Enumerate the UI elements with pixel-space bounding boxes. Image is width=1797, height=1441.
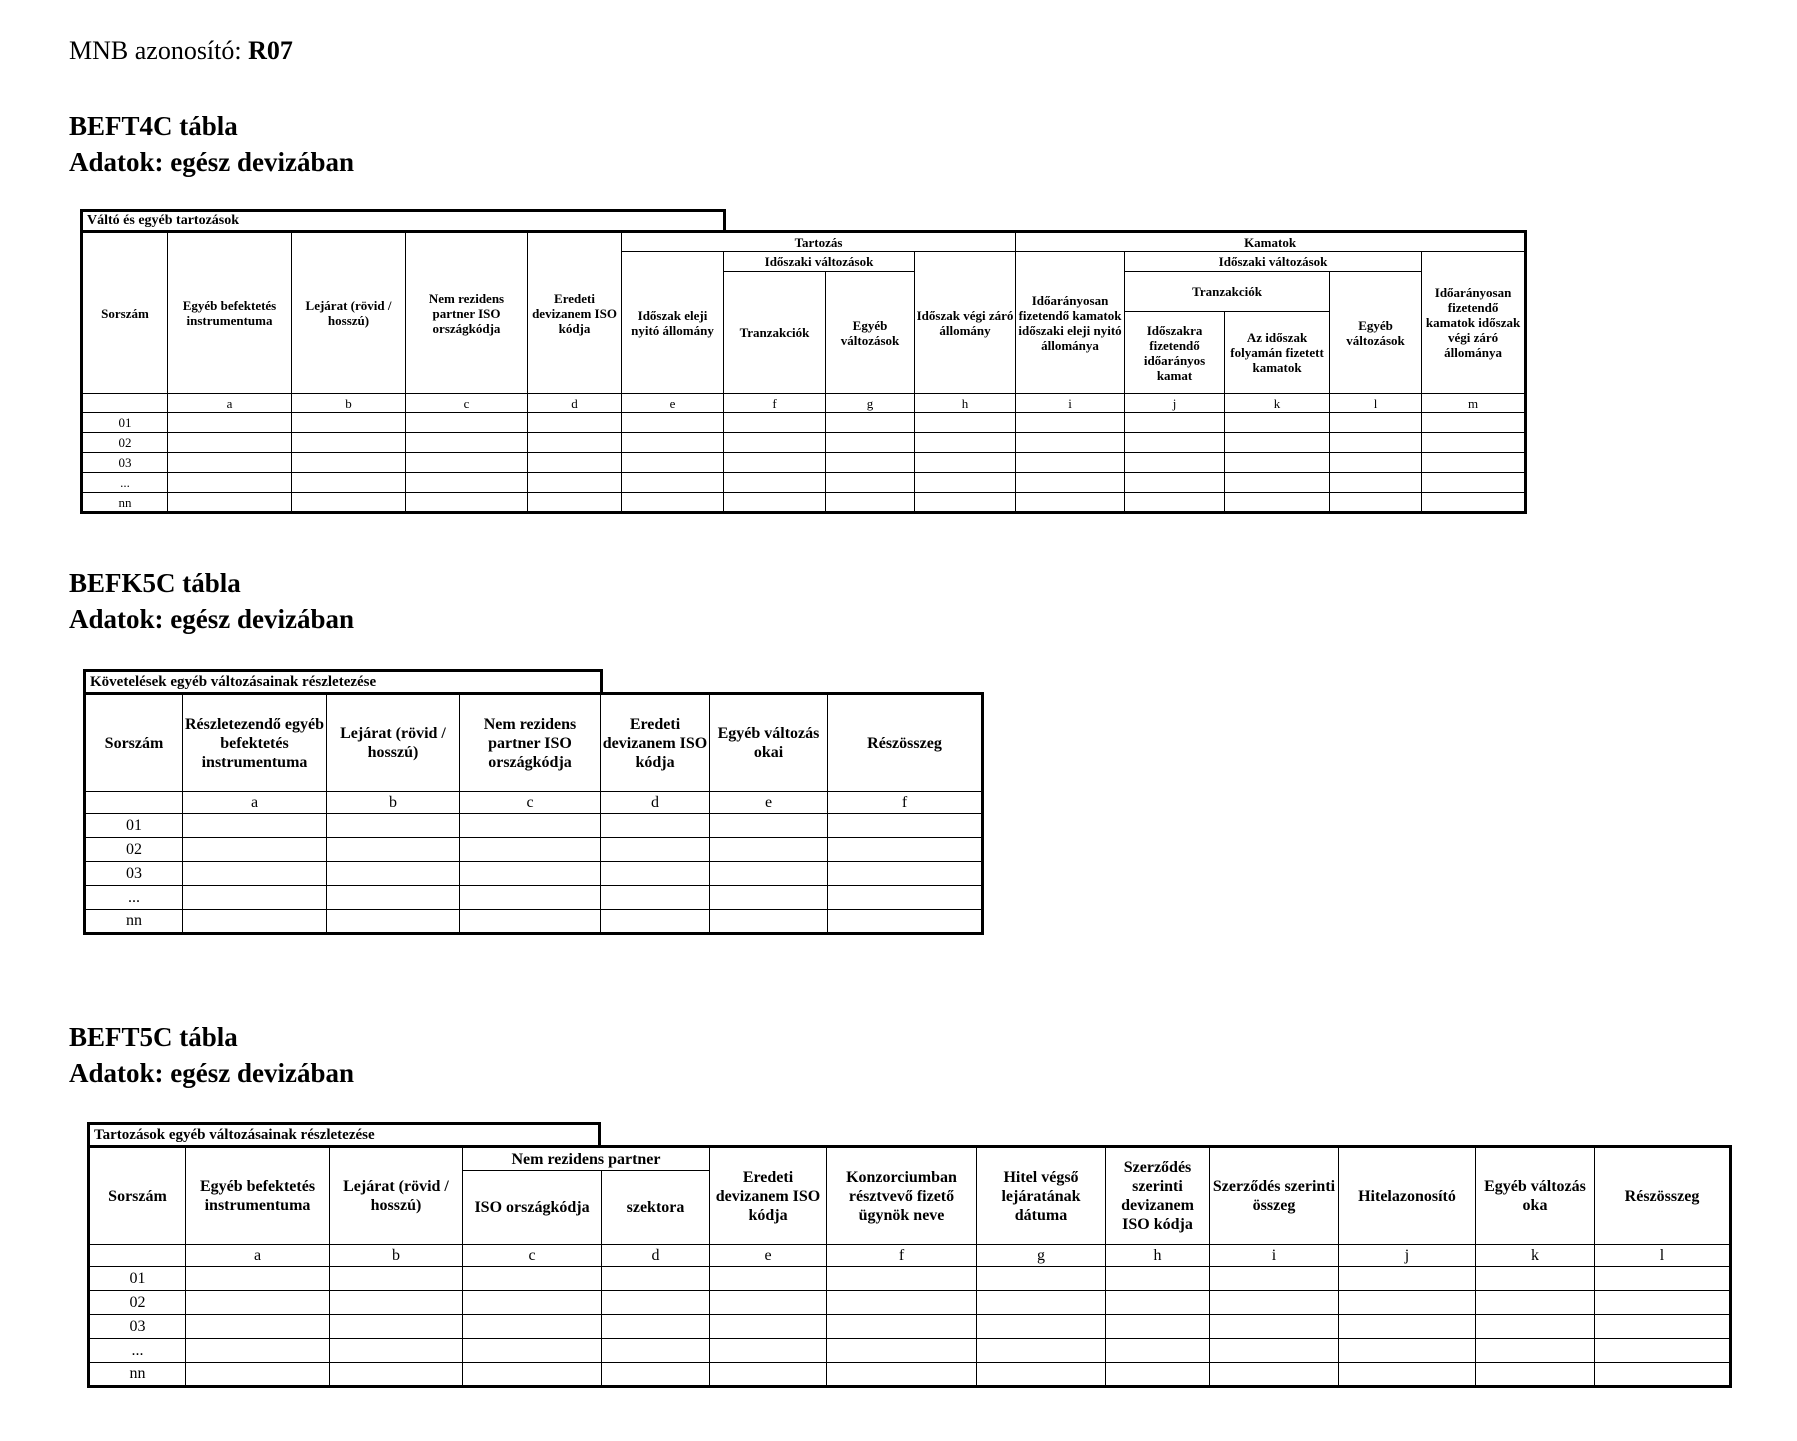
col-g: Egyéb változások	[826, 272, 915, 394]
col-e: Időszak eleji nyitó állomány	[622, 252, 724, 394]
col-g: Hitel végső lejáratának dátuma	[977, 1147, 1106, 1245]
col-b: Lejárat (rövid / hosszú)	[327, 694, 460, 792]
table3-subtitle: Adatok: egész devizában	[69, 1058, 354, 1088]
row-number: nn	[85, 910, 183, 934]
col-sorszam: Sorszám	[82, 232, 168, 394]
col-d: szektora	[602, 1171, 710, 1245]
mnb-code: R07	[248, 36, 293, 65]
letter-h: h	[1106, 1245, 1210, 1267]
row-number: 01	[89, 1267, 186, 1291]
letter-i: i	[1016, 394, 1125, 413]
row-number: nn	[82, 493, 168, 513]
col-e: Eredeti devizanem ISO kódja	[710, 1147, 827, 1245]
table3-grid	[87, 1145, 1732, 1388]
col-d: Eredeti devizanem ISO kódja	[528, 232, 622, 394]
letter-h: h	[915, 394, 1016, 413]
row-number: 03	[89, 1315, 186, 1339]
group-tartozas: Tartozás	[622, 232, 1016, 252]
row-number: 01	[82, 413, 168, 433]
letter-f: f	[724, 394, 826, 413]
mnb-label: MNB azonosító:	[69, 36, 249, 65]
table1-title: BEFT4C tábla	[69, 111, 238, 141]
col-a: Egyéb befektetés instrumentuma	[186, 1147, 330, 1245]
col-i: Szerződés szerinti összeg	[1210, 1147, 1339, 1245]
row-number: 03	[85, 862, 183, 886]
group-tranzakciok: Tranzakciók	[1125, 272, 1330, 312]
letter-j: j	[1125, 394, 1225, 413]
letter-a: a	[183, 792, 327, 814]
row-number: 02	[89, 1291, 186, 1315]
table1-caption: Váltó és egyéb tartozások	[80, 209, 726, 232]
row-number: 03	[82, 453, 168, 473]
col-j: Hitelazonosító	[1339, 1147, 1476, 1245]
col-sorszam: Sorszám	[89, 1147, 186, 1245]
letter-d: d	[528, 394, 622, 413]
letter-e: e	[710, 1245, 827, 1267]
table2-subtitle: Adatok: egész devizában	[69, 604, 354, 634]
col-k: Egyéb változás oka	[1476, 1147, 1595, 1245]
letter-d: d	[601, 792, 710, 814]
table1-subtitle: Adatok: egész devizában	[69, 147, 354, 177]
row-number: 01	[85, 814, 183, 838]
col-f: Konzorciumban résztvevő fizető ügynök neve	[827, 1147, 977, 1245]
col-f: Tranzakciók	[724, 272, 826, 394]
letter-k: k	[1225, 394, 1330, 413]
col-c: Nem rezidens partner ISO országkódja	[406, 232, 528, 394]
letter-f: f	[828, 792, 983, 814]
letter-e: e	[710, 792, 828, 814]
col-h: Időszak végi záró állomány	[915, 252, 1016, 394]
letter-a: a	[186, 1245, 330, 1267]
row-number: ...	[89, 1339, 186, 1363]
mnb-identifier	[69, 36, 293, 66]
col-a: Egyéb befektetés instrumentuma	[168, 232, 292, 394]
col-l: Részösszeg	[1595, 1147, 1731, 1245]
table3-caption: Tartozások egyéb változásainak részletezése	[87, 1122, 601, 1147]
col-l: Egyéb változások	[1330, 272, 1422, 394]
col-c: ISO országkódja	[463, 1171, 602, 1245]
col-e: Egyéb változás okai	[710, 694, 828, 792]
row-number: nn	[89, 1363, 186, 1387]
col-sorszam: Sorszám	[85, 694, 183, 792]
letter-c: c	[460, 792, 601, 814]
col-i: Időarányosan fizetendő kamatok időszaki eleji nyitó állománya	[1016, 252, 1125, 394]
col-c: Nem rezidens partner ISO országkódja	[460, 694, 601, 792]
letter-j: j	[1339, 1245, 1476, 1267]
col-h: Szerződés szerinti devizanem ISO kódja	[1106, 1147, 1210, 1245]
letter-a: a	[168, 394, 292, 413]
group-kamatok: Kamatok	[1016, 232, 1526, 252]
row-number: 02	[85, 838, 183, 862]
letter-c: c	[463, 1245, 602, 1267]
table1-grid	[80, 230, 1527, 514]
letter-d: d	[602, 1245, 710, 1267]
table2-title: BEFK5C tábla	[69, 568, 241, 598]
col-a: Részletezendő egyéb befektetés instrumentuma	[183, 694, 327, 792]
letter-c: c	[406, 394, 528, 413]
letter-i: i	[1210, 1245, 1339, 1267]
letter-g: g	[977, 1245, 1106, 1267]
letter-m: m	[1422, 394, 1526, 413]
letter-g: g	[826, 394, 915, 413]
row-number: ...	[85, 886, 183, 910]
letter-l: l	[1595, 1245, 1731, 1267]
letter-k: k	[1476, 1245, 1595, 1267]
col-b: Lejárat (rövid / hosszú)	[330, 1147, 463, 1245]
col-j: Időszakra fizetendő időarányos kamat	[1125, 312, 1225, 394]
letter-b: b	[330, 1245, 463, 1267]
letter-e: e	[622, 394, 724, 413]
row-number: ...	[82, 473, 168, 493]
letter-l: l	[1330, 394, 1422, 413]
group-idoszaki-valtozasok-1: Időszaki változások	[724, 252, 915, 272]
col-d: Eredeti devizanem ISO kódja	[601, 694, 710, 792]
letter-f: f	[827, 1245, 977, 1267]
table2-grid	[83, 692, 984, 935]
table3-title: BEFT5C tábla	[69, 1022, 238, 1052]
group-idoszaki-valtozasok-2: Időszaki változások	[1125, 252, 1422, 272]
letter-b: b	[292, 394, 406, 413]
row-number: 02	[82, 433, 168, 453]
group-nem-rezidens-partner: Nem rezidens partner	[463, 1147, 710, 1171]
col-k: Az időszak folyamán fizetett kamatok	[1225, 312, 1330, 394]
letter-b: b	[327, 792, 460, 814]
col-m: Időarányosan fizetendő kamatok időszak végi záró állománya	[1422, 252, 1526, 394]
col-b: Lejárat (rövid / hosszú)	[292, 232, 406, 394]
col-f: Részösszeg	[828, 694, 983, 792]
table2-caption: Követelések egyéb változásainak részletezése	[83, 669, 603, 694]
